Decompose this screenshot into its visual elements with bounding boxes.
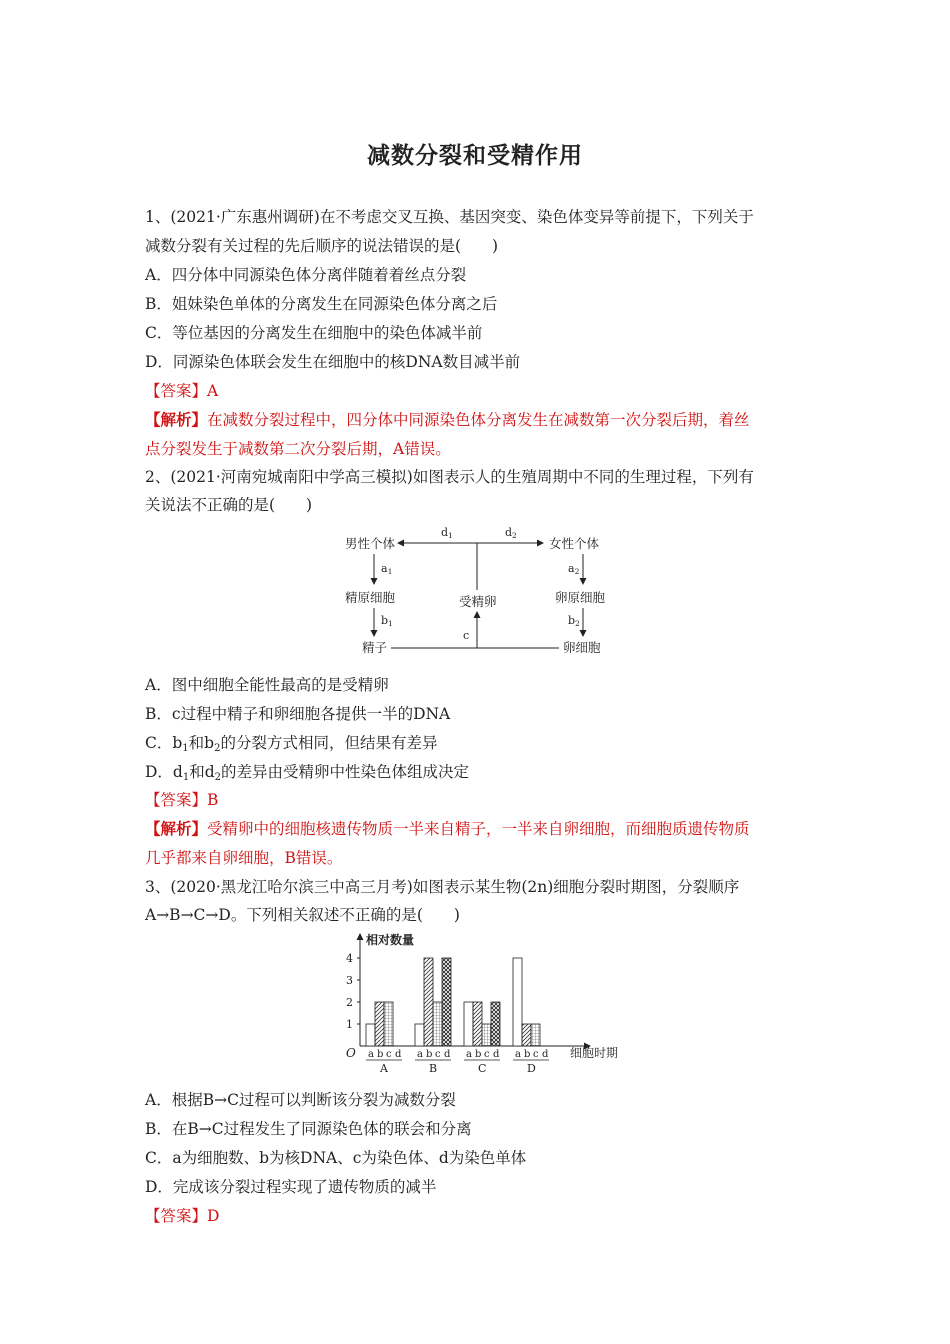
- label-b1: b1: [381, 614, 393, 628]
- label-d2: d2: [505, 526, 517, 540]
- bar-B-d: [442, 958, 451, 1046]
- label-c: c: [463, 629, 470, 642]
- diagram-sperm: 精子: [362, 640, 388, 655]
- analysis-text: 受精卵中的细胞核遗传物质一半来自精子，一半来自卵细胞，而细胞质遗传物质: [207, 820, 750, 838]
- bar-sub-label: c: [386, 1049, 392, 1060]
- bar-B-c: [433, 1002, 442, 1046]
- bar-sub-label: c: [533, 1049, 539, 1060]
- q3-stem-line2: A→B→C→D。下列相关叙述不正确的是( ): [145, 906, 460, 924]
- document-title: 减数分裂和受精作用: [367, 142, 583, 169]
- reproduction-cycle-diagram: [335, 522, 625, 662]
- bar-D-c: [531, 1024, 540, 1046]
- category-label: C: [478, 1062, 487, 1075]
- analysis-tag: 【解析】: [145, 819, 208, 838]
- bar-B-b: [424, 958, 433, 1046]
- q1-analysis-line2: 点分裂发生于减数第二次分裂后期，A错误。: [145, 440, 451, 458]
- bar-A-b: [375, 1002, 384, 1046]
- answer-tag: 【答案】: [145, 1207, 208, 1225]
- answer-value: B: [207, 791, 219, 809]
- answer-tag: 【答案】: [145, 382, 208, 400]
- cell-division-bar-chart: [340, 928, 620, 1078]
- q3-option-d: D．完成该分裂过程实现了遗传物质的减半: [145, 1178, 437, 1196]
- q2-answer: [145, 790, 815, 810]
- q3-stem-line1: 3、(2020·黑龙江哈尔滨三中高三月考)如图表示某生物(2n)细胞分裂时期图，分裂顺序: [145, 878, 740, 896]
- y-tick-label: 1: [346, 1018, 353, 1031]
- answer-tag: 【答案】: [145, 791, 208, 809]
- y-tick-label: 4: [346, 952, 353, 965]
- y-tick-label: 3: [346, 974, 353, 987]
- y-axis-label: 相对数量: [366, 933, 415, 947]
- analysis-text: 在减数分裂过程中，四分体中同源染色体分离发生在减数第一次分裂后期，着丝: [207, 411, 750, 429]
- q1-stem-line2: 减数分裂有关过程的先后顺序的说法错误的是( ): [145, 237, 499, 255]
- bar-sub-label: a: [515, 1049, 521, 1060]
- category-label: D: [527, 1062, 536, 1075]
- bar-sub-label: a: [368, 1049, 374, 1060]
- diagram-oogonium: 卵原细胞: [555, 590, 606, 605]
- q3-option-b: B．在B→C过程发生了同源染色体的联会和分离: [145, 1120, 472, 1138]
- bar-D-b: [522, 1024, 531, 1046]
- label-a2: a2: [568, 562, 580, 576]
- q1-analysis-line1: [145, 410, 815, 430]
- bar-sub-label: d: [444, 1049, 451, 1060]
- diagram-egg: 卵细胞: [563, 640, 601, 655]
- bar-A-a: [366, 1024, 375, 1046]
- bar-A-c: [384, 1002, 393, 1046]
- bar-C-b: [473, 1002, 482, 1046]
- q1-option-b: B．姐妹染色单体的分离发生在同源染色体分离之后: [145, 295, 498, 313]
- q2-stem-line2: 关说法不正确的是( ): [145, 496, 313, 514]
- answer-value: D: [207, 1207, 220, 1225]
- bar-sub-label: b: [426, 1049, 433, 1060]
- q2-analysis-line2: 几乎都来自卵细胞，B错误。: [145, 849, 343, 867]
- diagram-male: 男性个体: [345, 536, 396, 551]
- bar-sub-label: c: [435, 1049, 441, 1060]
- bar-D-a: [513, 958, 522, 1046]
- bar-sub-label: b: [475, 1049, 482, 1060]
- bar-C-d: [491, 1002, 500, 1046]
- category-label: A: [380, 1062, 388, 1075]
- q3-answer: [145, 1206, 815, 1226]
- label-b2: b2: [568, 614, 580, 628]
- label-d1: d1: [441, 526, 453, 540]
- bar-sub-label: a: [466, 1049, 472, 1060]
- bar-sub-label: b: [377, 1049, 384, 1060]
- bar-B-a: [415, 1024, 424, 1046]
- q2-option-a: A．图中细胞全能性最高的是受精卵: [145, 676, 389, 694]
- q3-option-a: A．根据B→C过程可以判断该分裂为减数分裂: [145, 1091, 456, 1109]
- q1-option-a: A．四分体中同源染色体分离伴随着着丝点分裂: [145, 266, 467, 284]
- bar-sub-label: d: [542, 1049, 549, 1060]
- q2-option-d: D．$d_1$和$d_2$的差异由受精卵中性染色体组成决定: [145, 763, 470, 783]
- q1-option-c: C．等位基因的分离发生在细胞中的染色体减半前: [145, 324, 483, 342]
- q1-stem-line1: 1、(2021·广东惠州调研)在不考虑交叉互换、基因突变、染色体变异等前提下，下列关于: [145, 208, 754, 226]
- q2-option-b: B．c过程中精子和卵细胞各提供一半的DNA: [145, 705, 451, 723]
- y-tick-label: 2: [346, 996, 353, 1009]
- diagram-zygote: 受精卵: [459, 594, 497, 609]
- q2-stem-line1: 2、(2021·河南宛城南阳中学高三模拟)如图表示人的生殖周期中不同的生理过程，下列有: [145, 468, 754, 486]
- q1-answer: [145, 381, 815, 401]
- category-label: B: [429, 1062, 438, 1075]
- diagram-spermatogonium: 精原细胞: [345, 590, 396, 605]
- q1-option-d: D．同源染色体联会发生在细胞中的核DNA数目减半前: [145, 353, 521, 371]
- q3-option-c: C．a为细胞数、b为核DNA、c为染色体、d为染色单体: [145, 1149, 527, 1167]
- bar-sub-label: d: [493, 1049, 500, 1060]
- x-axis-label: 细胞时期: [570, 1046, 619, 1060]
- q2-analysis-line1: [145, 819, 815, 839]
- label-a1: a1: [381, 562, 393, 576]
- bar-C-c: [482, 1024, 491, 1046]
- answer-value: A: [207, 382, 219, 400]
- origin-label: O: [346, 1046, 356, 1060]
- q2-option-c: C．$b_1$和$b_2$的分裂方式相同，但结果有差异: [145, 734, 438, 754]
- bar-C-a: [464, 1002, 473, 1046]
- bar-sub-label: c: [484, 1049, 490, 1060]
- bar-sub-label: a: [417, 1049, 423, 1060]
- diagram-female: 女性个体: [549, 536, 600, 551]
- analysis-tag: 【解析】: [145, 410, 208, 429]
- bar-sub-label: d: [395, 1049, 402, 1060]
- bar-sub-label: b: [524, 1049, 531, 1060]
